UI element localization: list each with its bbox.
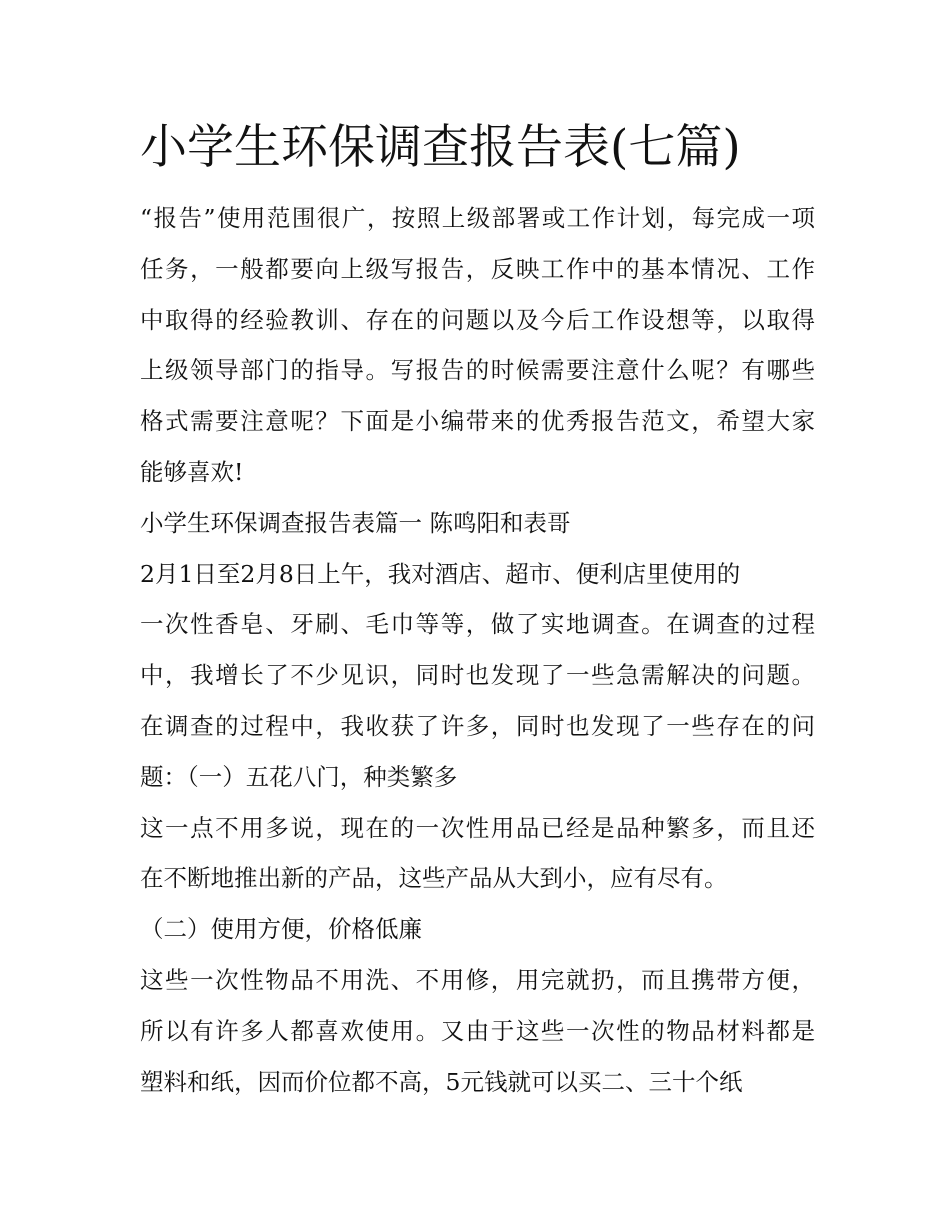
body-line: 这些一次性物品不用洗、不用修，用完就扔，而且携带方便， [140,965,815,994]
body-line: 所以有许多人都喜欢使用。又由于这些一次性的物品材料都是 [140,1016,815,1045]
body-line: 上级领导部门的指导。写报告的时候需要注意什么呢？有哪些 [140,356,815,385]
body-line: 在调查的过程中，我收获了许多，同时也发现了一些存在的问 [140,711,815,740]
body-line: “报告”使用范围很广，按照上级部署或工作计划，每完成一项 [140,204,815,232]
subsection-heading: （二）使用方便，价格低廉 [140,915,422,944]
body-line: 中，我增长了不少见识，同时也发现了一些急需解决的问题。 [140,661,815,690]
body-line: 任务，一般都要向上级写报告，反映工作中的基本情况、工作 [140,254,815,283]
document-title: 小学生环保调查报告表(七篇) [140,120,741,175]
body-line: 格式需要注意呢？下面是小编带来的优秀报告范文，希望大家 [140,407,815,436]
body-line: 塑料和纸，因而价位都不高，5元钱就可以买二、三十个纸 [140,1067,743,1096]
body-line: 能够喜欢! [140,457,244,486]
section-heading: 小学生环保调查报告表篇一 陈鸣阳和表哥 [140,508,571,537]
body-line: 这一点不用多说，现在的一次性用品已经是品种繁多，而且还 [140,813,815,842]
body-line: 中取得的经验教训、存在的问题以及今后工作设想等，以取得 [140,305,815,334]
body-line: 题：（一）五花八门，种类繁多 [140,762,458,791]
document-body [140,193,815,1107]
body-line: 一次性香皂、牙刷、毛巾等等，做了实地调查。在调查的过程 [140,610,815,639]
body-line: 2月1日至2月8日上午，我对酒店、超市、便利店里使用的 [140,559,741,588]
body-line: 在不断地推出新的产品，这些产品从大到小，应有尽有。 [140,864,728,893]
